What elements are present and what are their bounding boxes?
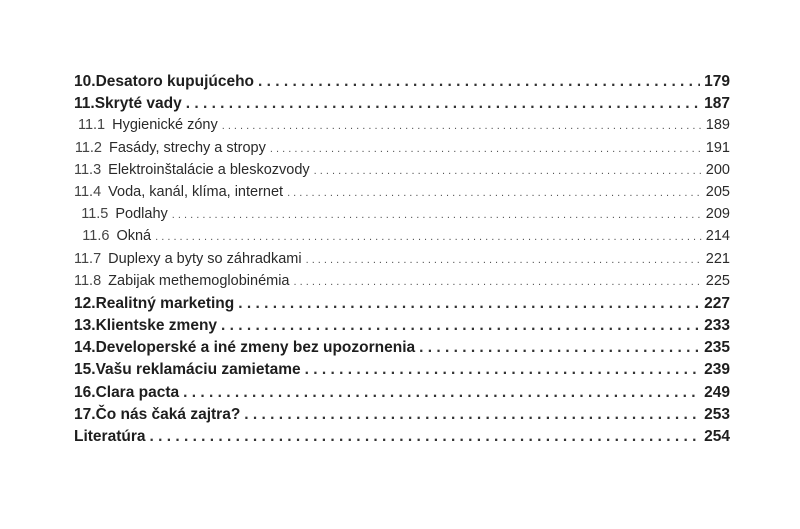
entry-number: 15. <box>74 361 96 379</box>
toc-entry <box>74 295 730 317</box>
toc-subentry <box>74 273 730 295</box>
entry-title: Desatoro kupujúceho <box>95 73 255 90</box>
entry-page: 187 <box>704 95 730 113</box>
toc-entry <box>74 384 730 406</box>
toc-entry <box>74 95 730 117</box>
entry-title: Skryté vady <box>94 95 182 113</box>
entry-number: 13. <box>74 317 96 335</box>
toc-subentry <box>74 228 730 250</box>
entry-number: 11.2 <box>74 139 102 156</box>
entry-number: 11.3 <box>74 161 102 178</box>
toc-entry <box>74 339 730 361</box>
dot-leader <box>244 406 700 424</box>
dot-leader <box>270 143 702 155</box>
toc-subentry <box>74 184 730 206</box>
toc-entry <box>74 73 730 95</box>
dot-leader <box>305 361 700 379</box>
dot-leader <box>222 120 702 132</box>
entry-number: 12. <box>74 294 96 312</box>
entry-title: Zabijak methemoglobinémia <box>108 272 290 289</box>
dot-leader <box>258 73 700 91</box>
entry-title: Vašu reklamáciu zamietame <box>95 361 301 379</box>
entry-number: 11.6 <box>82 228 110 245</box>
toc-entry <box>74 406 730 428</box>
dot-leader <box>287 187 702 199</box>
entry-title: Klientske zmeny <box>95 317 218 335</box>
toc-subentry <box>74 162 730 184</box>
toc-entry <box>74 317 730 339</box>
dot-leader <box>183 384 700 402</box>
entry-number: 11.7 <box>74 250 102 267</box>
dot-leader <box>314 165 702 177</box>
entry-page: 189 <box>705 117 730 134</box>
dot-leader <box>186 95 700 113</box>
entry-number: 10. <box>74 73 96 90</box>
entry-page: 205 <box>705 183 730 200</box>
dot-leader <box>221 317 700 335</box>
dot-leader <box>172 209 702 221</box>
entry-number: 11.8 <box>74 272 102 289</box>
entry-page: 253 <box>704 405 730 423</box>
entry-page: 200 <box>705 161 730 178</box>
dot-leader <box>238 295 700 313</box>
entry-title: Literatúra <box>74 428 146 445</box>
toc-subentry <box>74 140 730 162</box>
entry-page: 249 <box>704 383 730 401</box>
dot-leader <box>150 428 701 446</box>
entry-title: Clara pacta <box>95 383 180 401</box>
entry-number: 17. <box>74 405 96 423</box>
entry-number: 16. <box>74 383 96 401</box>
dot-leader <box>419 339 700 357</box>
dot-leader <box>306 254 702 266</box>
entry-title: Developerské a iné zmeny bez upozornenia <box>95 339 416 357</box>
entry-page: 179 <box>704 73 730 90</box>
entry-page: 227 <box>704 294 730 312</box>
entry-page: 225 <box>705 272 730 289</box>
entry-page: 233 <box>704 317 730 335</box>
toc-entry <box>74 428 730 450</box>
entry-title: Fasády, strechy a stropy <box>109 139 266 156</box>
entry-page: 214 <box>705 228 730 245</box>
entry-number: 14. <box>74 339 96 357</box>
entry-title: Elektroinštalácie a bleskozvody <box>108 161 310 178</box>
dot-leader <box>155 231 702 243</box>
entry-number: 11. <box>74 95 95 113</box>
entry-title: Realitný marketing <box>95 294 235 312</box>
entry-page: 191 <box>705 139 730 156</box>
entry-page: 254 <box>704 428 730 445</box>
entry-number: 11.4 <box>74 183 102 200</box>
entry-title: Duplexy a byty so záhradkami <box>108 250 302 267</box>
table-of-contents <box>74 73 730 450</box>
entry-page: 239 <box>704 361 730 379</box>
toc-subentry <box>74 206 730 228</box>
entry-number: 11.1 <box>77 117 106 134</box>
entry-page: 209 <box>705 206 730 223</box>
toc-subentry <box>74 251 730 273</box>
entry-title: Čo nás čaká zajtra? <box>95 405 241 423</box>
entry-page: 221 <box>705 250 730 267</box>
entry-title: Podlahy <box>115 206 168 223</box>
entry-number: 11.5 <box>81 206 109 223</box>
entry-title: Okná <box>116 228 152 245</box>
dot-leader <box>294 276 702 288</box>
entry-title: Voda, kanál, klíma, internet <box>108 183 284 200</box>
entry-title: Hygienické zóny <box>112 117 218 134</box>
toc-subentry <box>74 117 730 139</box>
toc-entry <box>74 361 730 383</box>
entry-page: 235 <box>704 339 730 357</box>
